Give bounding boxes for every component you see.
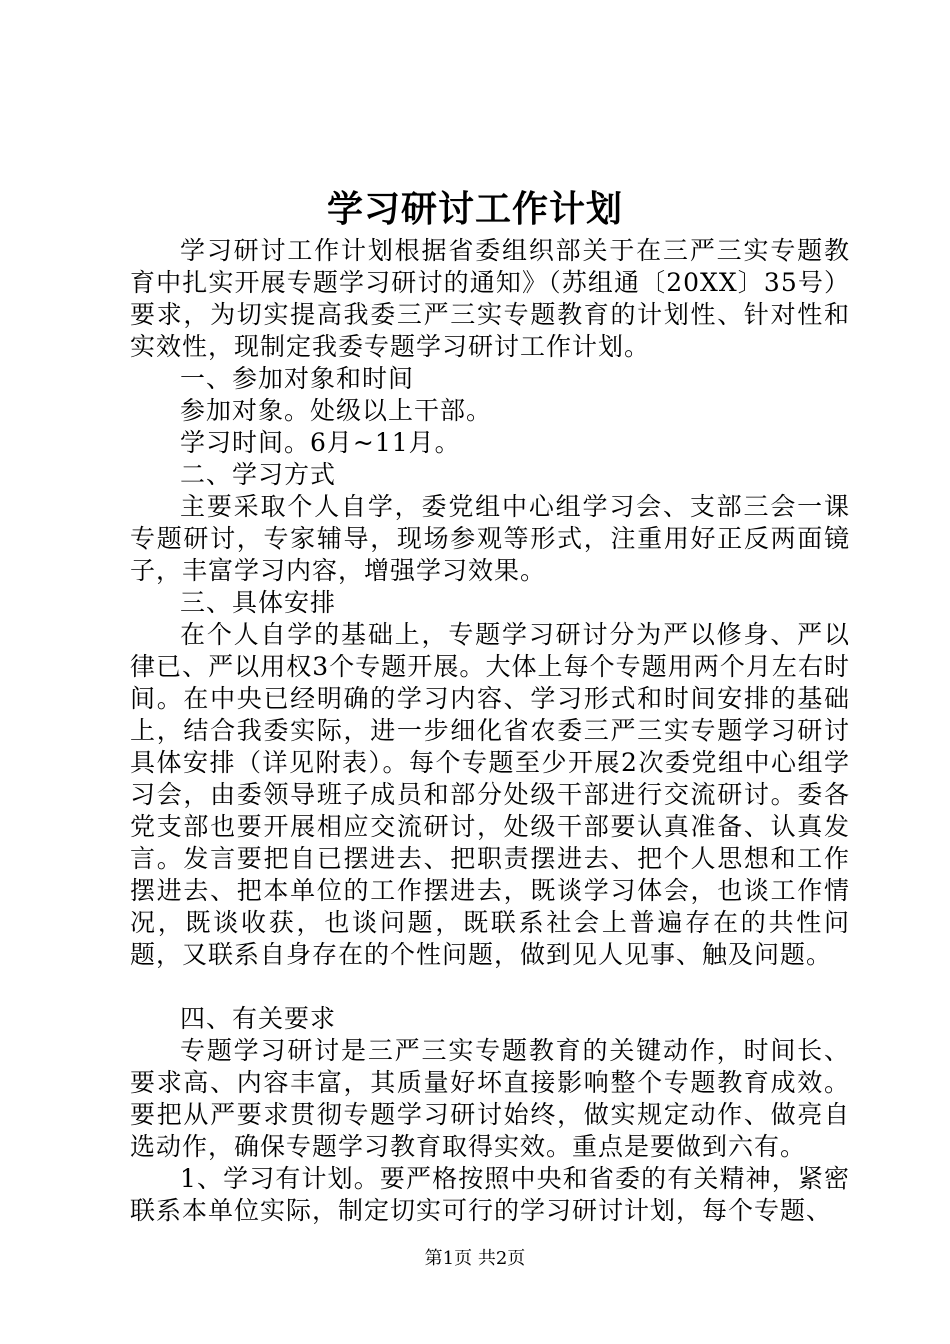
document-title: 学习研讨工作计划: [326, 188, 623, 230]
section-heading-2: 二、学习方式: [180, 460, 337, 489]
arrangement-paragraph: 在个人自学的基础上，专题学习研讨分为严以修身、严以律已、严以用权3个专题开展。大体上每个专题用两个月左右时间。在中央已经明确的学习内容、学习形式和时间安排的基础上，结合我委实际，进一步细化省农委三严三实专题学习研讨具体安排（详见附表）。每个专题至少开展2次委党组中心组学习会，由委领导班子成员和部分处级干部进行交流研讨。委各党支部也要开展相应交流研讨，处级干部要认真准备、认真发言。发言要把自已摆进去、把职责摆进去、把个人思想和工作摆进去、把本单位的工作摆进去，既谈学习体会，也谈工作情况，既谈收获，也谈问题，既联系社会上普遍存在的共性问题，又联系自身存在的个性问题，做到见人见事、触及问题。: [130, 620, 850, 969]
document-body: [130, 235, 850, 1227]
section-heading-1: 一、参加对象和时间: [180, 364, 415, 393]
section-heading-3: 三、具体安排: [180, 588, 337, 617]
intro-paragraph: 学习研讨工作计划根据省委组织部关于在三严三实专题教育中扎实开展专题学习研讨的通知》（苏组通〔20XX〕35号）要求，为切实提高我委三严三实专题教育的计划性、针对性和实效性，现制定我委专题学习研讨工作计划。: [130, 236, 850, 361]
requirements-paragraph: 专题学习研讨是三严三实专题教育的关键动作，时间长、要求高、内容丰富，其质量好坏直接影响整个专题教育成效。要把从严要求贯彻专题学习研讨始终，做实规定动作、做亮自选动作，确保专题学习教育取得实效。重点是要做到六有。: [130, 1036, 850, 1161]
page-footer: 第1页 共2页: [424, 1248, 526, 1269]
requirement-item-1: 1、学习有计划。要严格按照中央和省委的有关精神，紧密联系本单位实际，制定切实可行的学习研讨计划，每个专题、: [130, 1164, 850, 1225]
study-time-line: 学习时间。6月~11月。: [180, 428, 461, 457]
study-method-paragraph: 主要采取个人自学，委党组中心组学习会、支部三会一课专题研讨，专家辅导，现场参观等形式，注重用好正反两面镜子，丰富学习内容，增强学习效果。: [130, 492, 850, 585]
participants-line: 参加对象。处级以上干部。: [180, 396, 493, 425]
section-heading-4: 四、有关要求: [180, 1004, 337, 1033]
